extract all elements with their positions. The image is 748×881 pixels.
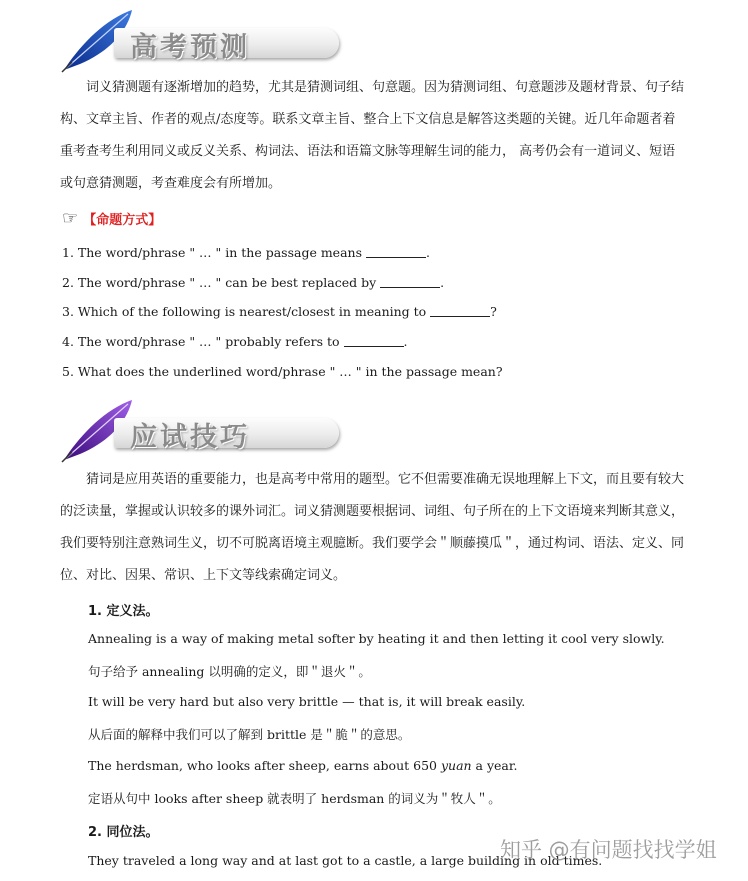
method-1-example-1: Annealing is a way of making metal softer by heating it and then letting it cool very slowly. [88, 631, 665, 646]
banner-title: 高考预测 [130, 32, 250, 63]
answer-blank [344, 334, 404, 347]
section-heading [62, 208, 161, 229]
question-1: 1. The word/phrase " … " in the passage means . [62, 245, 430, 260]
method-1-note-1: 句子给予 annealing 以明确的定义，即＂退火＂。 [88, 664, 371, 679]
method-1-example-3: The herdsman, who looks after sheep, earns about 650 yuan a year. [88, 758, 518, 773]
skills-paragraph: 猜词是应用英语的重要能力，也是高考中常用的题型。它不但需要准确无误地理解上下文，而且要有较大的泛读量，掌握或认识较多的课外词汇。词义猜测题要根据词、词组、句子所在的上下文语境来判断其意义，我们要特别注意熟词生义，切不可脱离语境主观臆断。我们要学会＂顺藤摸瓜＂，通过构词、语法、定义、同位、对比、因果、常识、上下文等线索确定词义。 [60, 472, 685, 583]
method-1-note-2: 从后面的解释中我们可以了解到 brittle 是＂脆＂的意思。 [88, 727, 411, 742]
question-2: 2. The word/phrase " … " can be best replaced by . [62, 275, 445, 290]
method-1-example-2: It will be very hard but also very brittle — that is, it will break easily. [88, 694, 526, 709]
watermark: 知乎 @有问题找找学姐 [500, 838, 717, 862]
answer-blank [366, 245, 426, 258]
question-5: 5. What does the underlined word/phrase " … " in the passage mean? [62, 364, 503, 379]
method-2-example-1: They traveled a long way and at last got to a castle, a large building in old times. [88, 853, 603, 868]
answer-blank [380, 275, 440, 288]
question-4: 4. The word/phrase " … " probably refers to . [62, 334, 408, 349]
method-1-title: 1. 定义法。 [88, 604, 159, 619]
question-3: 3. Which of the following is nearest/closest in meaning to ? [62, 304, 497, 319]
method-1-note-3: 定语从句中 looks after sheep 就表明了 herdsman 的词义为＂牧人＂。 [88, 791, 501, 806]
pointing-hand-icon: ☞ [62, 208, 79, 229]
section-label: 【命题方式】 [83, 213, 162, 228]
banner-skills [58, 398, 348, 462]
banner-title: 应试技巧 [130, 422, 250, 453]
banner-forecast [58, 8, 348, 72]
method-2-title: 2. 同位法。 [88, 825, 159, 840]
intro-paragraph: 词义猜测题有逐渐增加的趋势，尤其是猜测词组、句意题。因为猜测词组、句意题涉及题材背景、句子结构、文章主旨、作者的观点/态度等。联系文章主旨、整合上下文信息是解答这类题的关键。近几年命题者着重考查考生利用同义或反义关系、构词法、语法和语篇文脉等理解生词的能力， 高考仍会有一道词义、短语或句意猜测题，考查难度会有所增加。 [60, 80, 685, 191]
answer-blank [430, 304, 490, 317]
